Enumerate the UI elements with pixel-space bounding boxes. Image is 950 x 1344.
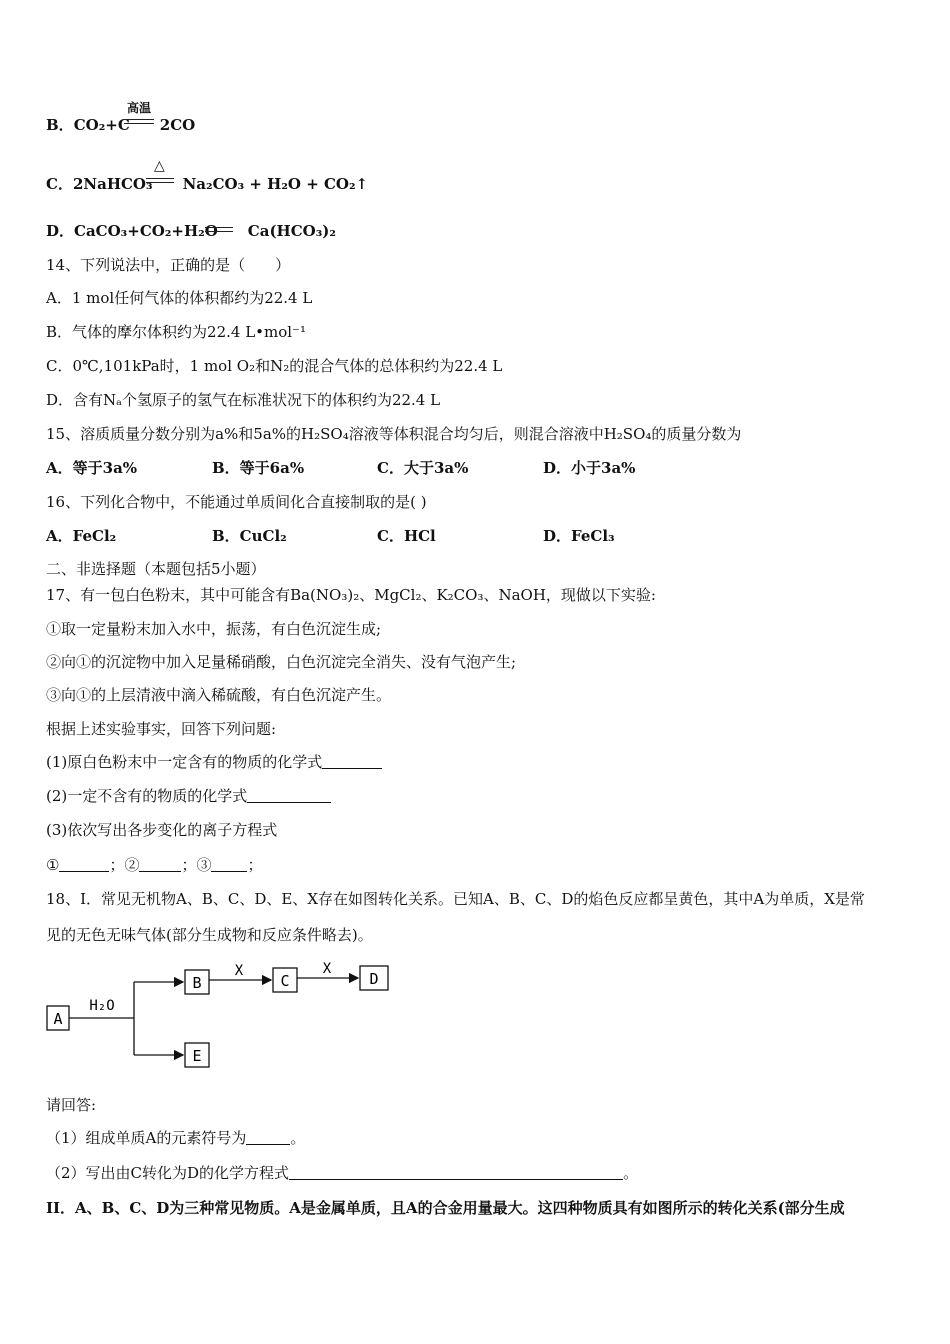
q14-stem: 14、下列说法中，正确的是（ ） — [46, 256, 291, 274]
answer-blank[interactable] — [211, 857, 247, 872]
q17-stem: 17、有一包白色粉末，其中可能含有Ba(NO₃)₂、MgCl₂、K₂CO₃、NaOH，现做以下实验: — [46, 586, 656, 604]
punctuation: 。 — [623, 1164, 639, 1182]
equation-right: Ca(HCO₃)₂ — [247, 222, 336, 240]
question-text: （1）组成单质A的元素符号为 — [46, 1129, 247, 1147]
arrow-label-water: H₂O — [89, 998, 115, 1014]
reaction-condition: △ — [154, 158, 165, 174]
q16-option-b: B．CuCl₂ — [212, 527, 287, 545]
equation-left: 2NaHCO₃ — [72, 175, 153, 193]
q16-option-c: C．HCl — [377, 527, 436, 545]
equals-sign — [205, 227, 233, 232]
q17-part-2 — [46, 786, 331, 806]
q16-stem: 16、下列化合物中，不能通过单质间化合直接制取的是( ) — [46, 493, 427, 511]
q13-option-c — [46, 174, 368, 194]
answer-blank[interactable] — [246, 1130, 290, 1145]
node-a-label: A — [53, 1010, 63, 1028]
option-label: B． — [46, 116, 74, 134]
arrow-label-x: X — [322, 961, 332, 977]
q14-option-d: D．含有Nₐ个氢原子的氢气在标准状况下的体积约为22.4 L — [46, 391, 441, 409]
q15-stem: 15、溶质质量分数分别为a%和5a%的H₂SO₄溶液等体积混合均匀后，则混合溶液中H₂SO₄的质量分数为 — [46, 425, 742, 443]
answer-blank[interactable] — [139, 857, 181, 872]
question-text: （2）写出由C转化为D的化学方程式 — [46, 1164, 290, 1182]
q17-part-4 — [46, 855, 263, 875]
punctuation: 。 — [290, 1129, 306, 1147]
section-heading: 二、非选择题（本题包括5小题） — [46, 560, 266, 578]
q18-part-2: II．A、B、C、D为三种常见物质。A是金属单质，且A的合金用量最大。这四种物质具有如图所示的转化关系(部分生成 — [46, 1199, 845, 1217]
q15-option-c: C．大于3a% — [377, 459, 469, 477]
equation-right: Na₂CO₃ + H₂O + CO₂↑ — [182, 175, 369, 193]
q17-prompt: 根据上述实验事实，回答下列问题: — [46, 720, 277, 738]
answer-blank[interactable] — [289, 1165, 623, 1180]
equation-right: 2CO — [159, 116, 196, 134]
conversion-diagram — [44, 960, 404, 1075]
node-e-label: E — [192, 1047, 202, 1065]
circled-3: ；③ — [181, 856, 212, 874]
q13-option-b — [46, 115, 195, 135]
equals-sign — [124, 119, 154, 124]
q15-option-d: D．小于3a% — [543, 459, 636, 477]
q16-option-d: D．FeCl₃ — [543, 527, 615, 545]
q15-option-b: B．等于6a% — [212, 459, 305, 477]
arrow-label-x: X — [234, 963, 244, 979]
q18-line-1: 18、I．常见无机物A、B、C、D、E、X存在如图转化关系。已知A、B、C、D的焰色反应都呈黄色，其中A为单质，X是常 — [46, 890, 865, 908]
answer-blank[interactable] — [247, 788, 331, 803]
option-label: C． — [46, 175, 73, 193]
q18-sub-2 — [46, 1163, 638, 1183]
q17-step-3: ③向①的上层清液中滴入稀硫酸，有白色沉淀产生。 — [46, 686, 392, 704]
punctuation: ； — [247, 856, 263, 874]
q18-sub-1 — [46, 1128, 305, 1148]
node-c-label: C — [280, 972, 290, 990]
circled-2: ；② — [109, 856, 140, 874]
q17-step-2: ②向①的沉淀物中加入足量稀硝酸，白色沉淀完全消失、没有气泡产生; — [46, 653, 517, 671]
q13-option-d — [46, 221, 336, 241]
equals-sign — [146, 178, 174, 183]
node-d-label: D — [369, 970, 379, 988]
equation-left: CaCO₃+CO₂+H₂O — [74, 222, 218, 240]
q14-option-b: B．气体的摩尔体积约为22.4 L•mol⁻¹ — [46, 323, 306, 341]
q14-option-a: A．1 mol任何气体的体积都约为22.4 L — [46, 289, 313, 307]
q16-option-a: A．FeCl₂ — [46, 527, 117, 545]
circled-1: ① — [46, 856, 60, 874]
q14-option-c: C．0℃,101kPa时，1 mol O₂和N₂的混合气体的总体积约为22.4 L — [46, 357, 503, 375]
q15-option-a: A．等于3a% — [46, 459, 138, 477]
q18-line-2: 见的无色无味气体(部分生成物和反应条件略去)。 — [46, 926, 373, 944]
equation-left: CO₂+C — [73, 116, 130, 134]
node-b-label: B — [192, 974, 202, 992]
q17-part-1 — [46, 752, 382, 772]
question-text: (1)原白色粉末中一定含有的物质的化学式 — [46, 753, 323, 771]
answer-blank[interactable] — [322, 754, 382, 769]
q17-step-1: ①取一定量粉末加入水中，振荡，有白色沉淀生成; — [46, 620, 382, 638]
question-text: (2)一定不含有的物质的化学式 — [46, 787, 248, 805]
q18-answer-prompt: 请回答: — [46, 1096, 97, 1114]
q17-part-3: (3)依次写出各步变化的离子方程式 — [46, 821, 278, 839]
reaction-condition: 高温 — [127, 101, 152, 115]
option-label: D． — [46, 222, 75, 240]
answer-blank[interactable] — [59, 857, 109, 872]
